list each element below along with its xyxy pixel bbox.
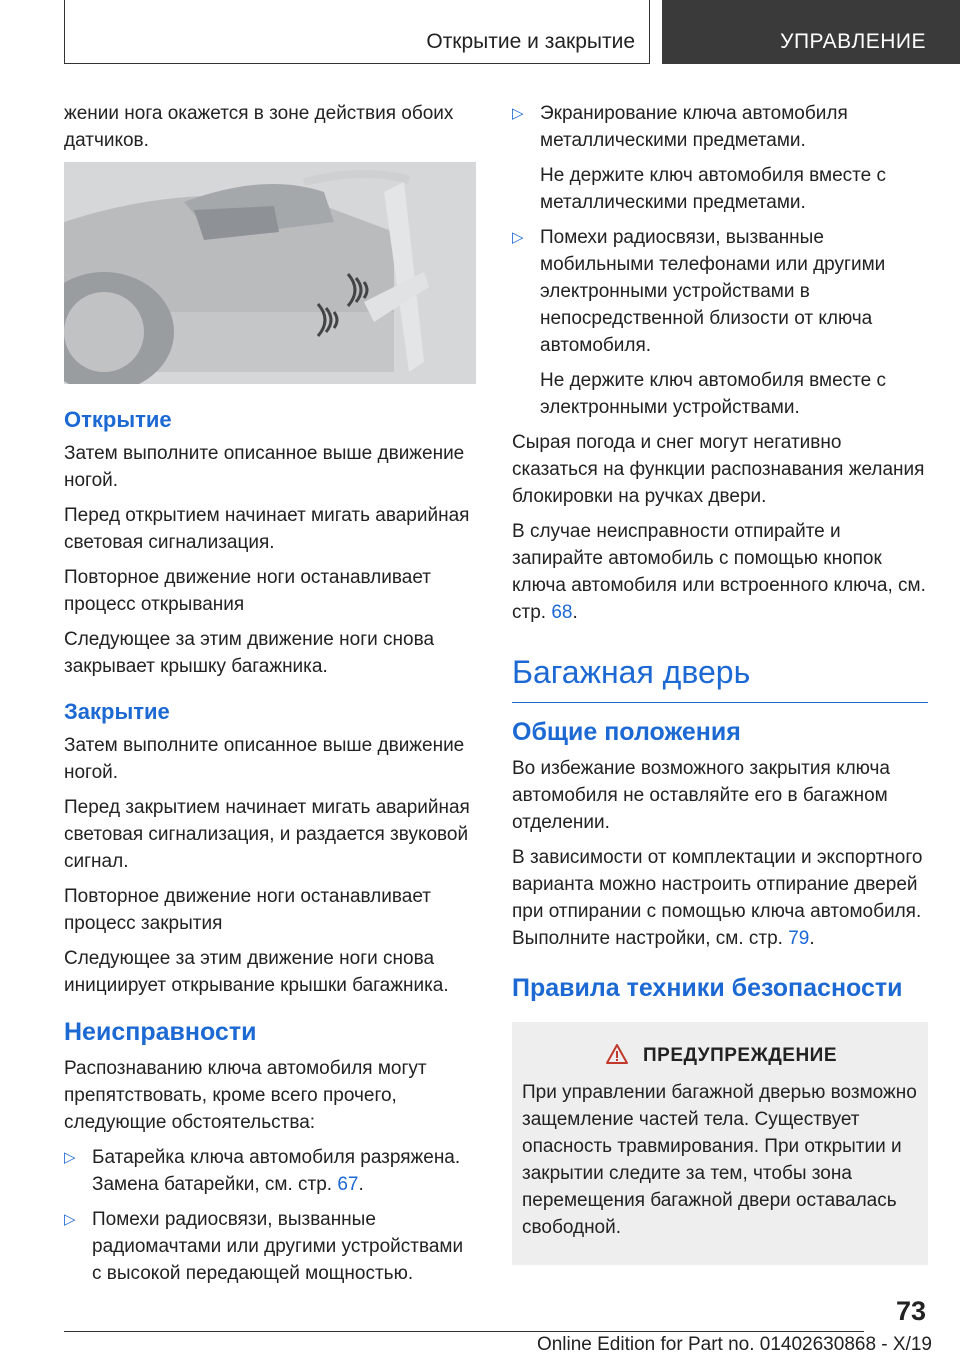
fallback-body: В случае неисправности отпирайте и запирайте автомобиль с помощью кнопок ключа автомобиля или встроенного ключа, см. стр. — [512, 521, 926, 623]
warning-triangle-icon — [605, 1043, 629, 1065]
header-section-title: Открытие и закрытие — [426, 30, 635, 53]
heading-faults: Неисправности — [64, 1018, 257, 1046]
list-item — [64, 1206, 476, 1287]
footer-edition: Online Edition for Part no. 01402630868 - X/19 — [536, 1334, 932, 1355]
list-item — [512, 224, 928, 359]
page-link-68[interactable]: 68 — [551, 602, 573, 623]
page-link-79[interactable]: 79 — [788, 928, 810, 949]
bullet-text: Помехи радиосвязи, вызванные радиомачтами или другими устройствами с высокой передающей мощностью. — [92, 1209, 464, 1284]
open-p4: Следующее за этим движение ноги снова закрывает крышку багажника. — [64, 629, 435, 677]
faults-p1: Распознаванию ключа автомобиля могут препятствовать, кроме всего прочего, следующие обстоятельства: — [64, 1058, 427, 1133]
car-kick-sensor-image — [64, 162, 476, 384]
page-number: 73 — [895, 1296, 926, 1326]
triangle-bullet-icon: ▷ — [512, 229, 524, 246]
list-item — [512, 100, 928, 154]
list-item — [64, 1144, 476, 1198]
bullet-sub-text: Не держите ключ автомобиля вместе с металлическими предметами. — [540, 165, 886, 213]
header-section-box — [64, 0, 650, 64]
bullet-text: Батарейка ключа автомобиля разряжена. Замена батарейки, см. стр. — [92, 1147, 461, 1195]
fallback-text — [512, 518, 928, 626]
heading-close: Закрытие — [64, 699, 170, 724]
general-p1: Во избежание возможного закрытия ключа автомобиля не оставляйте его в багажном отделении. — [512, 758, 890, 833]
close-p1: Затем выполните описанное выше движение ногой. — [64, 735, 465, 783]
header-chapter-title: УПРАВЛЕНИЕ — [780, 30, 926, 53]
triangle-bullet-icon: ▷ — [64, 1149, 76, 1166]
close-p3: Повторное движение ноги останавливает процесс закрытия — [64, 886, 431, 934]
triangle-bullet-icon: ▷ — [64, 1211, 76, 1228]
triangle-bullet-icon: ▷ — [512, 105, 524, 122]
open-p1: Затем выполните описанное выше движение ногой. — [64, 443, 465, 491]
general-p2-end: . — [809, 928, 815, 949]
bullet-text: Экранирование ключа автомобиля металлическими предметами. — [540, 103, 848, 151]
open-p2: Перед открытием начинает мигать аварийная световая сигнализация. — [64, 505, 470, 553]
bullet-end: . — [358, 1174, 364, 1195]
bullet-sub-text: Не держите ключ автомобиля вместе с электронными устройствами. — [540, 370, 886, 418]
header-chapter-box — [662, 0, 960, 64]
fallback-end: . — [572, 602, 578, 623]
heading-general: Общие положения — [512, 718, 741, 746]
warning-text: При управлении багажной дверью возможно защемление частей тела. Существует опасность травмирования. При открытии и закрытии следите за тем, чтобы зона перемещения багажной двери оставалась свободной. — [522, 1082, 917, 1238]
heading-safety: Правила техники безопасности — [512, 974, 903, 1002]
page-link-67[interactable]: 67 — [337, 1174, 359, 1195]
warning-box — [512, 1022, 928, 1265]
left-column — [64, 100, 476, 1295]
warning-title-text: ПРЕДУПРЕЖДЕНИЕ — [642, 1045, 838, 1066]
close-p4: Следующее за этим движение ноги снова инициирует открывание крышки багажника. — [64, 948, 449, 996]
car-trunk-sensor-illustration — [64, 162, 476, 384]
heading-open: Открытие — [64, 407, 172, 432]
general-p2 — [512, 844, 928, 952]
intro-text: жении нога окажется в зоне действия обоих датчиков. — [64, 103, 454, 151]
section-title-tailgate: Багажная дверь — [512, 652, 928, 703]
right-column — [512, 100, 928, 1265]
footer-divider — [64, 1331, 864, 1332]
bullet-text: Помехи радиосвязи, вызванные мобильными телефонами или другими электронными устройствами в непосредственной близости от ключа автомобиля. — [540, 227, 886, 356]
warning-title — [522, 1042, 920, 1069]
general-p2-body: В зависимости от комплектации и экспортного варианта можно настроить отпирание дверей при отпирании с помощью ключа автомобиля. Выполните настройки, см. стр. — [512, 847, 923, 949]
open-p3: Повторное движение ноги останавливает процесс открывания — [64, 567, 431, 615]
weather-text: Сырая погода и снег могут негативно сказаться на функции распознавания желания блокировки на ручках двери. — [512, 432, 925, 507]
close-p2: Перед закрытием начинает мигать аварийная световая сигнализация, и раздается звуковой сигнал. — [64, 797, 470, 872]
page-header — [0, 0, 960, 66]
